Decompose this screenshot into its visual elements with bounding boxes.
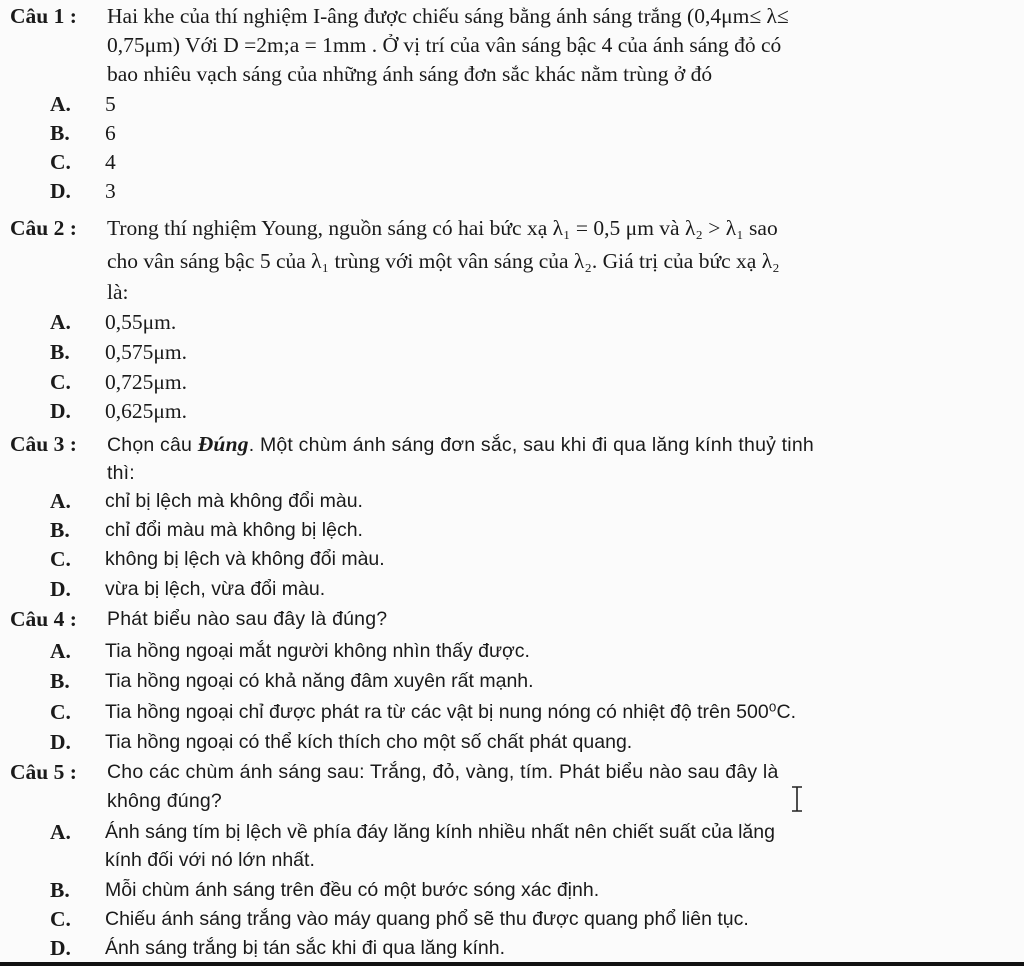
option-letter: C.	[50, 370, 71, 394]
question-4-line-1	[10, 605, 1014, 634]
question-2-line-1	[10, 214, 1014, 243]
question-1	[10, 2, 1014, 89]
option-text: Tia hồng ngoại chỉ được phát ra từ các vật bị nung nóng có nhiệt độ trên 500⁰C.	[105, 701, 797, 723]
question-1-text-line-3: bao nhiêu vạch sáng của những ánh sáng đơn sắc khác nằm trùng ở đó	[107, 62, 713, 86]
question-3-text-line-2: thì:	[107, 462, 135, 484]
option-text: 6	[105, 121, 116, 145]
question-2-text-line-3: là:	[107, 280, 129, 304]
option-text: Ánh sáng tím bị lệch về phía đáy lăng kính nhiều nhất nên chiết suất của lăng	[105, 821, 775, 843]
option-letter: B.	[50, 340, 70, 364]
question-3-line-1	[10, 430, 1014, 459]
bottom-border	[0, 962, 1024, 966]
option-text: Mỗi chùm ánh sáng trên đều có một bước sóng xác định.	[105, 879, 600, 901]
question-2-text-line-2: cho vân sáng bậc 5 của λ₁ trùng với một vân sáng của λ₂. Giá trị của bức xạ λ₂	[107, 249, 780, 273]
option-text: Chiếu ánh sáng trắng vào máy quang phổ sẽ thu được quang phổ liên tục.	[105, 908, 749, 930]
option-text: 0,575μm.	[105, 340, 188, 364]
question-1-line-2	[10, 31, 1014, 60]
question-5	[10, 758, 1014, 816]
option-text: Tia hồng ngoại có khả năng đâm xuyên rất mạnh.	[105, 670, 534, 692]
text-cursor-icon	[790, 786, 804, 812]
question-3-suffix: . Một chùm ánh sáng đơn sắc, sau khi đi qua lăng kính thuỷ tinh	[248, 434, 814, 456]
option-text: 0,55μm.	[105, 310, 177, 334]
option-letter: D.	[50, 730, 71, 754]
question-5-line-2	[10, 787, 1014, 816]
question-5-text-line-2: không đúng?	[107, 790, 222, 812]
option-letter: D.	[50, 936, 71, 960]
option-letter: A.	[50, 820, 71, 844]
option-text: chỉ bị lệch mà không đổi màu.	[105, 490, 363, 512]
option-text: Ánh sáng trắng bị tán sắc khi đi qua lăng kính.	[105, 937, 506, 959]
question-3-label: Câu 3 :	[10, 432, 77, 456]
question-3-emphasis: Đúng	[197, 432, 249, 456]
option-text: Tia hồng ngoại có thể kích thích cho một số chất phát quang.	[105, 731, 633, 753]
question-5-text-line-1: Cho các chùm ánh sáng sau: Trắng, đỏ, vàng, tím. Phát biểu nào sau đây là	[107, 761, 779, 783]
question-3-line-2	[10, 459, 1014, 488]
question-1-line-1	[10, 2, 1014, 31]
question-2-label: Câu 2 :	[10, 216, 77, 240]
option-letter: A.	[50, 310, 71, 334]
question-4-label: Câu 4 :	[10, 607, 77, 631]
option-text: 0,725μm.	[105, 370, 188, 394]
option-letter: D.	[50, 577, 71, 601]
option-letter: C.	[50, 150, 71, 174]
option-text: 0,625μm.	[105, 399, 188, 423]
question-1-text-line-1: Hai khe của thí nghiệm I-âng được chiếu sáng bằng ánh sáng trắng (0,4μm≤ λ≤	[107, 4, 789, 28]
question-5-label: Câu 5 :	[10, 760, 77, 784]
option-text: 5	[105, 92, 116, 116]
option-letter: C.	[50, 700, 71, 724]
question-2	[10, 214, 1014, 307]
question-4	[10, 605, 1014, 634]
option-letter: D.	[50, 399, 71, 423]
option-letter: A.	[50, 92, 71, 116]
option-text-continued: kính đối với nó lớn nhất.	[105, 849, 315, 871]
question-4-text-line-1: Phát biểu nào sau đây là đúng?	[107, 608, 388, 630]
option-letter: C.	[50, 907, 71, 931]
option-letter: C.	[50, 547, 71, 571]
option-letter: D.	[50, 179, 71, 203]
option-letter: B.	[50, 121, 70, 145]
question-5-line-1	[10, 758, 1014, 787]
option-letter: A.	[50, 489, 71, 513]
question-3-text-line-1	[107, 430, 814, 460]
question-1-label: Câu 1 :	[10, 4, 77, 28]
question-2-line-3	[10, 278, 1014, 307]
question-2-line-2	[10, 247, 1014, 276]
option-text: chỉ đổi màu mà không bị lệch.	[105, 519, 363, 541]
option-letter: A.	[50, 639, 71, 663]
option-text: 4	[105, 150, 116, 174]
option-letter: B.	[50, 878, 70, 902]
question-3	[10, 430, 1014, 488]
option-text: vừa bị lệch, vừa đổi màu.	[105, 578, 326, 600]
question-1-text-line-2: 0,75μm) Với D =2m;a = 1mm . Ở vị trí của vân sáng bậc 4 của ánh sáng đỏ có	[107, 33, 782, 57]
question-2-text-line-1: Trong thí nghiệm Young, nguồn sáng có hai bức xạ λ₁ = 0,5 μm và λ₂ > λ₁ sao	[107, 216, 778, 240]
question-3-prefix: Chọn câu	[107, 434, 198, 456]
option-letter: B.	[50, 669, 70, 693]
option-letter: B.	[50, 518, 70, 542]
option-text: 3	[105, 179, 116, 203]
option-text: Tia hồng ngoại mắt người không nhìn thấy được.	[105, 640, 530, 662]
question-1-line-3	[10, 60, 1014, 89]
option-text: không bị lệch và không đổi màu.	[105, 548, 385, 570]
